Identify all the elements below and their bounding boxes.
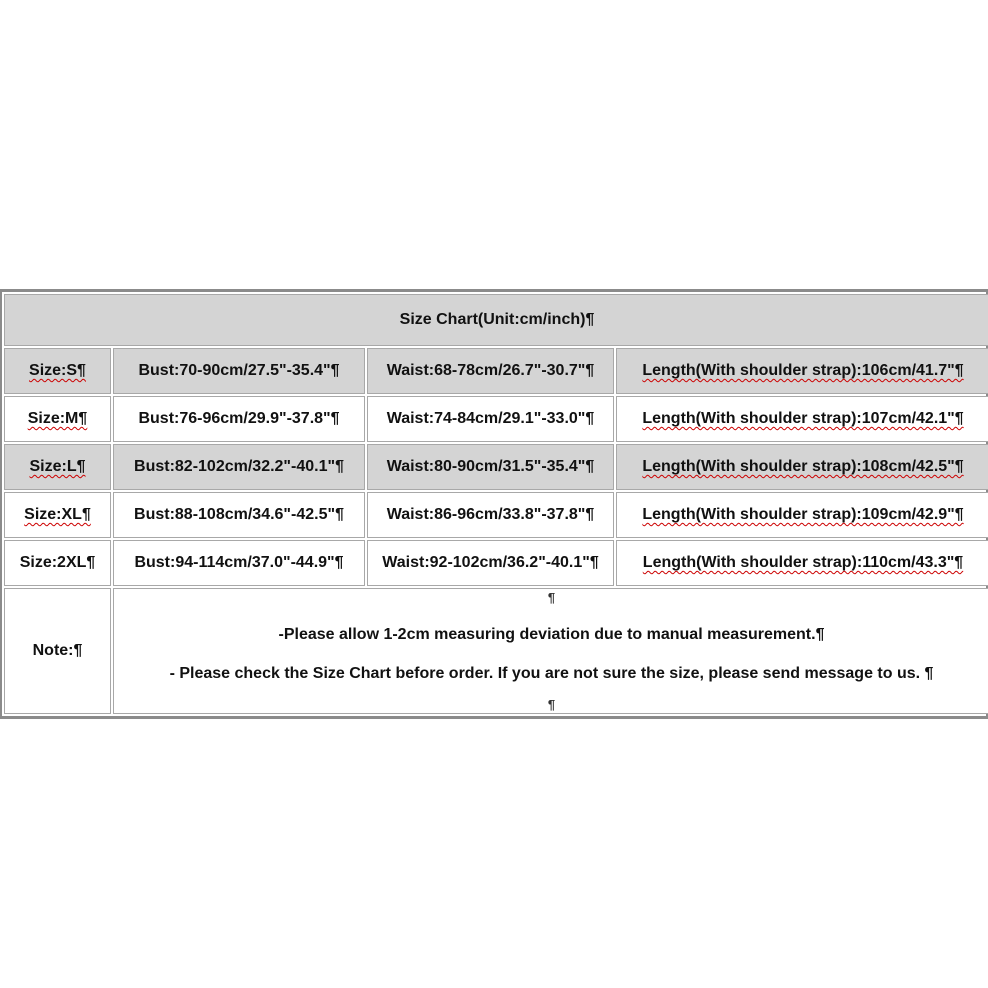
note-cell xyxy=(113,588,988,714)
paragraph-mark-bottom: ¶ xyxy=(547,697,556,712)
note-content xyxy=(114,589,988,713)
length-label: Length(With shoulder strap):110cm/43.3"¶ xyxy=(642,554,964,571)
waist-cell: Waist:74-84cm/29.1"-33.0"¶ xyxy=(367,396,614,442)
size-chart-panel xyxy=(0,289,988,719)
bust-cell: Bust:82-102cm/32.2"-40.1"¶ xyxy=(113,444,365,490)
size-cell xyxy=(4,348,111,394)
table-title: Size Chart(Unit:cm/inch)¶ xyxy=(4,294,988,346)
waist-cell: Waist:68-78cm/26.7"-30.7"¶ xyxy=(367,348,614,394)
size-label: Size:L¶ xyxy=(29,458,86,475)
title-row xyxy=(4,294,988,346)
waist-cell: Waist:80-90cm/31.5"-35.4"¶ xyxy=(367,444,614,490)
size-chart-table xyxy=(2,292,988,716)
length-cell xyxy=(616,444,988,490)
table-row xyxy=(4,348,988,394)
length-cell xyxy=(616,492,988,538)
size-cell xyxy=(4,492,111,538)
bust-cell: Bust:70-90cm/27.5"-35.4"¶ xyxy=(113,348,365,394)
size-label: Size:M¶ xyxy=(27,410,88,427)
size-cell xyxy=(4,444,111,490)
length-label: Length(With shoulder strap):107cm/42.1"¶ xyxy=(642,410,964,427)
note-label: Note:¶ xyxy=(4,588,111,714)
table-row xyxy=(4,540,988,586)
waist-cell: Waist:92-102cm/36.2"-40.1"¶ xyxy=(367,540,614,586)
size-label: Size:XL¶ xyxy=(24,506,91,523)
size-cell xyxy=(4,396,111,442)
table-row xyxy=(4,444,988,490)
size-label: Size:S¶ xyxy=(29,362,86,379)
paragraph-mark-top: ¶ xyxy=(547,590,556,605)
length-label: Length(With shoulder strap):108cm/42.5"¶ xyxy=(642,458,964,475)
length-label: Length(With shoulder strap):106cm/41.7"¶ xyxy=(642,362,964,379)
length-cell xyxy=(616,348,988,394)
note-row xyxy=(4,588,988,714)
length-cell xyxy=(616,396,988,442)
length-label: Length(With shoulder strap):109cm/42.9"¶ xyxy=(642,506,964,523)
bust-cell: Bust:88-108cm/34.6"-42.5"¶ xyxy=(113,492,365,538)
bust-cell: Bust:94-114cm/37.0"-44.9"¶ xyxy=(113,540,365,586)
table-row xyxy=(4,396,988,442)
size-cell: Size:2XL¶ xyxy=(4,540,111,586)
waist-cell: Waist:86-96cm/33.8"-37.8"¶ xyxy=(367,492,614,538)
note-line-2: - Please check the Size Chart before order. If you are not sure the size, please send message to us. ¶ xyxy=(169,665,934,682)
length-cell xyxy=(616,540,988,586)
table-row xyxy=(4,492,988,538)
note-line-1: -Please allow 1-2cm measuring deviation due to manual measurement.¶ xyxy=(278,626,825,643)
bust-cell: Bust:76-96cm/29.9"-37.8"¶ xyxy=(113,396,365,442)
